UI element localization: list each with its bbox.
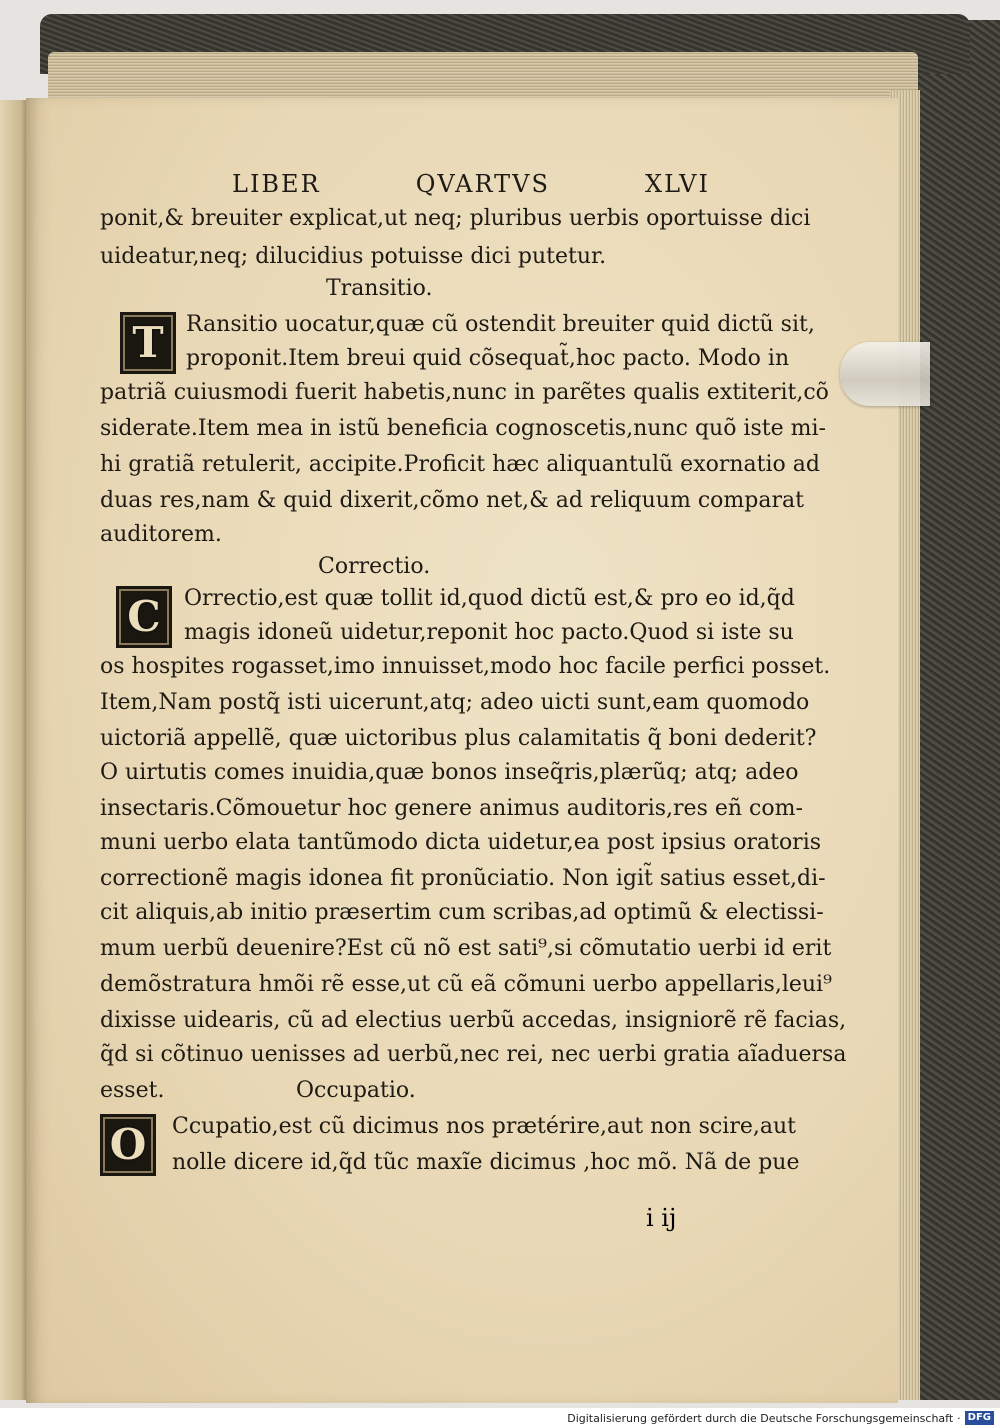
book-cover [910, 20, 1000, 1400]
text-line: uictoriã appellẽ, quæ uictoribus plus calamitatis q̃ boni dederit? [100, 726, 817, 751]
text-line: correctionẽ magis idonea fit pronũciatio. Non igit̃ satius esset,di- [100, 866, 826, 891]
text-line: Orrectio,est quæ tollit id,quod dictũ est,& pro eo id,q̃d [184, 586, 795, 611]
text-line: uideatur,neq; dilucidius potuisse dici putetur. [100, 244, 607, 269]
signature-mark: i ij [646, 1204, 677, 1232]
text-line: nolle dicere id,q̃d tũc maxĩe dicimus ,hoc mõ. Nã de pue [172, 1150, 800, 1175]
glass-weight-clamp [840, 342, 930, 406]
text-line: cit aliquis,ab initio præsertim cum scribas,ad optimũ & electissi- [100, 900, 824, 925]
text-line: dixisse uidearis, cũ ad electius uerbũ accedas, insigniorẽ rẽ facias, [100, 1008, 847, 1033]
digitization-footer: Digitalisierung gefördert durch die Deutsche Forschungsgemeinschaft · DFG [0, 1408, 1000, 1428]
text-line: ponit,& breuiter explicat,ut neq; pluribus uerbis oportuisse dici [100, 206, 811, 231]
text-line: q̃d si cõtinuo uenisses ad uerbũ,nec rei, nec uerbi gratia aĩaduersa [100, 1042, 847, 1067]
text-line: proponit.Item breui quid cõsequat̃,hoc pacto. Modo in [186, 346, 790, 371]
text-line: duas res,nam & quid dixerit,cõmo net,& ad reliquum comparat [100, 488, 804, 513]
section-heading-correctio: Correctio. [318, 554, 431, 579]
section-heading-transitio: Transitio. [326, 276, 433, 301]
text-line: hi gratiã retulerit, accipite.Proficit hæc aliquantulũ exornatio ad [100, 452, 820, 477]
header-folio: XLVI [644, 170, 710, 198]
text-line: mum uerbũ deuenire?Est cũ nõ est sati⁹,si cõmutatio uerbi id erit [100, 936, 832, 961]
dfg-logo: DFG [965, 1411, 994, 1425]
decorated-initial-t: T [120, 312, 176, 374]
text-line: magis idoneũ uidetur,reponit hoc pacto.Quod si iste su [184, 620, 794, 645]
footer-credit: Digitalisierung gefördert durch die Deutsche Forschungsgemeinschaft [567, 1411, 954, 1425]
running-header [232, 170, 710, 198]
page-edges-top [48, 52, 918, 104]
text-line: demõstratura hmõi rẽ esse,ut cũ eã cõmuni uerbo appellaris,leui⁹ [100, 972, 832, 997]
text-line: auditorem. [100, 522, 222, 547]
decorated-initial-o: O [100, 1114, 156, 1176]
header-left: LIBER [232, 170, 321, 198]
section-heading-occupatio: Occupatio. [296, 1078, 416, 1103]
text-line: Item,Nam postq̃ isti uicerunt,atq; adeo uicti sunt,eam quomodo [100, 690, 810, 715]
text-line: O uirtutis comes inuidia,quæ bonos inseq̃ris,plærũq; atq; adeo [100, 760, 799, 785]
text-line: patriã cuiusmodi fuerit habetis,nunc in parẽtes qualis extiterit,cõ [100, 380, 829, 405]
text-line: esset. [100, 1078, 165, 1103]
decorated-initial-c: C [116, 586, 172, 648]
header-center: QVARTVS [415, 170, 550, 198]
text-line: Ccupatio,est cũ dicimus nos prætérire,aut non scire,aut [172, 1114, 796, 1139]
text-line: os hospites rogasset,imo innuisset,modo hoc facile perfici posset. [100, 654, 831, 679]
text-line: Ransitio uocatur,quæ cũ ostendit breuiter quid dictũ sit, [186, 312, 815, 337]
text-line: siderate.Item mea in istũ beneficia cognoscetis,nunc quõ iste mi- [100, 416, 826, 441]
text-line: insectaris.Cõmouetur hoc genere animus auditoris,res eñ com- [100, 796, 803, 821]
text-line: muni uerbo elata tantũmodo dicta uidetur,ea post ipsius oratoris [100, 830, 822, 855]
